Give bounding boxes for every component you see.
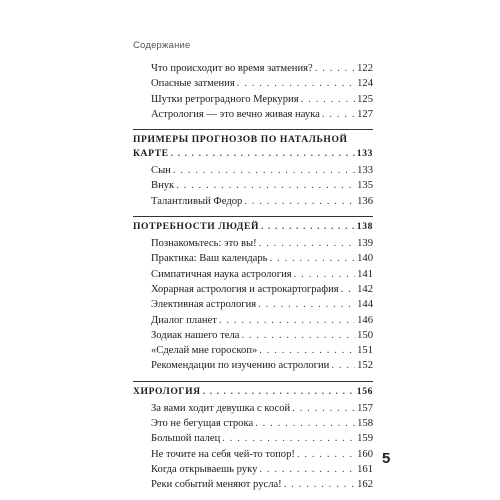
dot-leader xyxy=(255,418,355,429)
toc-entry-page: 162 xyxy=(357,479,373,491)
toc-entry xyxy=(133,196,373,211)
toc-entry-title: Рекомендации по изучению астрологии xyxy=(151,360,330,372)
toc-entry xyxy=(133,345,373,360)
toc-entry xyxy=(133,238,373,253)
toc-entry xyxy=(133,433,373,448)
section-heading xyxy=(133,381,373,400)
dot-leader xyxy=(322,109,355,120)
dot-leader xyxy=(259,464,355,475)
toc-section-forecasts xyxy=(133,129,373,211)
toc-entry-title: Талантливый Федор xyxy=(151,195,243,207)
toc-entry-title: Хорарная астрология и астрокартография xyxy=(151,283,339,295)
section-heading xyxy=(133,129,373,162)
toc-entry-title: Практика: Ваш календарь xyxy=(151,253,268,265)
section-items xyxy=(133,165,373,211)
toc-entry-page: 125 xyxy=(357,93,373,105)
toc-entry-page: 122 xyxy=(357,63,373,74)
toc-entry-title: Сын xyxy=(151,165,171,177)
toc-entry-page: 139 xyxy=(357,238,373,250)
toc-entry xyxy=(133,284,373,299)
section-heading xyxy=(133,216,373,235)
toc-entry-page: 158 xyxy=(357,418,373,430)
page-number: 5 xyxy=(382,450,391,467)
toc-entry-title: Элективная астрология xyxy=(151,299,257,311)
toc-entry-page: 133 xyxy=(357,165,373,177)
toc-entry-title: Симпатичная наука астрология xyxy=(151,268,292,280)
toc-entry-page: 146 xyxy=(357,314,373,326)
toc-entry xyxy=(133,180,373,195)
dot-leader xyxy=(258,299,355,310)
toc-intro-list xyxy=(133,63,373,124)
toc-entry xyxy=(133,330,373,345)
dot-leader xyxy=(244,196,355,207)
dot-leader xyxy=(315,63,355,74)
section-page: 138 xyxy=(356,221,373,233)
toc-entry-title: «Сделай мне гороскоп» xyxy=(151,345,258,357)
toc-entry-page: 124 xyxy=(357,78,373,90)
toc-section-chirology xyxy=(133,381,373,495)
toc-entry-title: Диалог планет xyxy=(151,314,217,326)
toc-entry-title: Зодиак нашего тела xyxy=(151,329,240,341)
section-title-line: ПОТРЕБНОСТИ ЛЮДЕЙ . . . 138 xyxy=(133,221,373,235)
toc-entry-title: Шутки ретроградного Меркурия xyxy=(151,93,299,105)
toc-entry xyxy=(133,299,373,314)
dot-leader xyxy=(261,221,355,232)
dot-leader xyxy=(203,386,355,397)
toc-entry xyxy=(133,109,373,124)
dot-leader xyxy=(219,315,355,326)
section-title-line: ПРИМЕРЫ ПРОГНОЗОВ ПО НАТАЛЬНОЙ xyxy=(133,134,348,146)
toc-entry-page: 161 xyxy=(357,463,373,475)
dot-leader xyxy=(269,253,355,264)
toc-entry xyxy=(133,94,373,109)
table-of-contents xyxy=(133,63,373,495)
toc-entry-page: 151 xyxy=(357,345,373,357)
toc-entry-title: За вами ходит девушка с косой xyxy=(151,402,291,414)
toc-entry-page: 127 xyxy=(357,108,373,120)
toc-entry xyxy=(133,315,373,330)
section-page: 133 xyxy=(356,148,373,160)
toc-entry-page: 136 xyxy=(357,195,373,207)
toc-entry-page: 159 xyxy=(357,433,373,445)
section-title-line: КАРТЕ . . . 133 xyxy=(133,148,373,162)
toc-section-needs xyxy=(133,216,373,376)
dot-leader xyxy=(222,433,355,444)
section-title-line: ХИРОЛОГИЯ . . . 156 xyxy=(133,386,373,400)
toc-entry-page: 144 xyxy=(357,299,373,311)
toc-entry-page: 160 xyxy=(357,448,373,460)
dot-leader xyxy=(237,78,355,89)
dot-leader xyxy=(176,180,355,191)
section-items xyxy=(133,238,373,376)
toc-entry xyxy=(133,165,373,180)
dot-leader xyxy=(284,479,355,490)
dot-leader xyxy=(341,284,355,295)
toc-entry xyxy=(133,464,373,479)
toc-entry xyxy=(133,63,373,78)
toc-entry-title: Реки событий меняют русла! xyxy=(151,479,282,491)
toc-entry-page: 152 xyxy=(357,360,373,372)
running-head: Содержание xyxy=(133,40,191,51)
toc-entry xyxy=(133,253,373,268)
toc-entry-title: Опасные затмения xyxy=(151,78,235,90)
dot-leader xyxy=(292,403,355,414)
dot-leader xyxy=(297,449,355,460)
toc-entry-title: Познакомьтесь: это вы! xyxy=(151,238,257,250)
dot-leader xyxy=(259,238,355,249)
toc-entry-title: Астрология — это вечно живая наука xyxy=(151,108,320,120)
dot-leader xyxy=(301,94,356,105)
toc-entry-page: 142 xyxy=(357,283,373,295)
section-items xyxy=(133,403,373,495)
toc-entry xyxy=(133,479,373,494)
toc-entry-title: Это не бегущая строка xyxy=(151,418,254,430)
toc-entry-title: Большой палец xyxy=(151,433,221,445)
toc-entry-page: 150 xyxy=(357,329,373,341)
toc-entry xyxy=(133,403,373,418)
dot-leader xyxy=(173,165,355,176)
section-page: 156 xyxy=(356,385,373,397)
toc-entry xyxy=(133,78,373,93)
toc-entry-title: Не точите на себя чей-то топор! xyxy=(151,448,295,460)
dot-leader xyxy=(331,360,355,371)
toc-entry-title: Что происходит во время затмения? xyxy=(151,63,313,74)
toc-entry-page: 140 xyxy=(357,253,373,265)
dot-leader xyxy=(171,148,355,159)
toc-entry xyxy=(133,449,373,464)
toc-entry-title: Внук xyxy=(151,180,175,192)
dot-leader xyxy=(241,330,355,341)
dot-leader xyxy=(259,345,355,356)
toc-entry-page: 141 xyxy=(357,268,373,280)
toc-entry-title: Когда открываешь руку xyxy=(151,463,258,475)
toc-entry xyxy=(133,269,373,284)
toc-entry-page: 135 xyxy=(357,180,373,192)
dot-leader xyxy=(294,269,355,280)
toc-entry xyxy=(133,360,373,375)
toc-entry xyxy=(133,418,373,433)
toc-entry-page: 157 xyxy=(357,402,373,414)
